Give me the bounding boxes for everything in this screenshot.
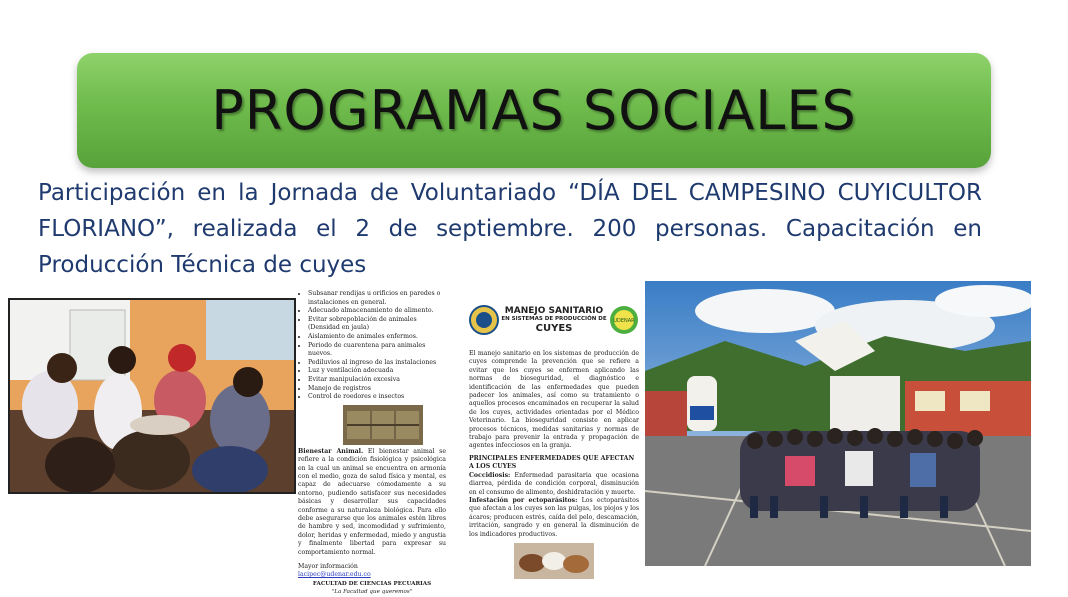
list-item: • Adecuado almacenamiento de alimento. xyxy=(308,307,446,316)
program-badge-icon xyxy=(609,305,639,335)
animal-welfare-text: El bienestar animal se refiere a la condición fisiológica y psicológica en la cual un animal se encuentra en armonía con el medio, goza de salud física y mental, es capaz de adecuarse cómodamente a su entorno, pudiendo satisfacer sus necesidades básicas y desarrollar sus capacidades conforme a su naturaleza biológica. Para ello debe asegurarse que los animales estén libres de hambre y sed, incomodidad y sufrimiento, dolor, heridas y enfermedad, miedo y angustia y finalmente libertad para expresar su comportamiento normal. xyxy=(298,447,447,556)
title-banner xyxy=(77,53,991,168)
animal-welfare-section xyxy=(298,448,446,557)
more-info-label: Mayor información xyxy=(298,563,358,570)
flyer-title-block xyxy=(501,306,606,334)
list-item: • Evitar sobrepoblación de animales (Densidad en jaula) xyxy=(308,316,446,333)
coccidiosis-text: Enfermedad parasitaria que ocasiona diarrea, pérdida de condición corporal, disminución en el consumo de alimento, deshidratación y muerte. xyxy=(469,471,639,496)
group-photo-art xyxy=(645,281,1031,566)
flyer-title: MANEJO SANITARIO xyxy=(504,306,604,316)
animal-welfare-heading: Bienestar Animal. xyxy=(298,447,364,455)
ectoparasites-text: Los ectoparásitos que afectan a los cuyes son las pulgas, los piojos y los ácaros; producen estrés, caída del pelo, descamación, irritación, sangrado y en general la disminución de los indicadores productivos. xyxy=(469,496,639,538)
coccidiosis-label: Coccidiosis: xyxy=(469,471,511,479)
program-badge-text: UDENAR xyxy=(613,318,635,324)
university-seal-icon xyxy=(469,305,499,335)
cage-photo xyxy=(343,405,423,445)
flyer-right-panel xyxy=(469,294,639,562)
list-item: • Manejo de registros xyxy=(308,385,446,394)
ectoparasites-label: Infestación por ectoparásitos: xyxy=(469,496,578,504)
ectoparasites-entry xyxy=(469,497,639,539)
workshop-photo-art xyxy=(10,300,294,492)
list-item: • Periodo de cuarentena para animales nuevos. xyxy=(308,342,446,359)
list-item: • Luz y ventilación adecuada xyxy=(308,367,446,376)
faculty-name: FACULTAD DE CIENCIAS PECUARIAS xyxy=(312,580,432,587)
list-item: • Aislamiento de animales enfermos. xyxy=(308,333,446,342)
flyer-subject: CUYES xyxy=(535,323,573,334)
workshop-photo xyxy=(8,298,296,494)
faculty-slogan: "La Facultad que queremos" xyxy=(331,589,413,596)
coccidiosis-entry xyxy=(469,472,639,497)
page-title: PROGRAMAS SOCIALES xyxy=(211,79,857,142)
contact-email-link[interactable]: lacipec@udenar.edu.co xyxy=(298,571,371,579)
flyer-intro: El manejo sanitario en los sistemas de producción de cuyes comprende la prevención que se refiere a evitar que los cuyes se enfermen aplicando las normas de bioseguridad, el diagnóstico e identificación de las enfermedades que pueden padecer los animales, así como su tratamiento o aquellos procesos encaminados en recuperar la salud de los cuyes, actividades orientadas por el Médico Veterinario. La bioseguridad consiste en aplicar procesos técnicos, medidas sanitarias y normas de trabajo para prevenir la entrada y propagación de agentes infecciosos en la granja. xyxy=(469,350,639,450)
group-photo xyxy=(645,281,1031,566)
list-item: • Control de roedores e insectos xyxy=(308,393,446,402)
flyer-header xyxy=(469,294,639,346)
biosecurity-list xyxy=(298,290,446,402)
guinea-pigs-photo xyxy=(514,543,594,579)
event-description: Participación en la Jornada de Voluntariado “DÍA DEL CAMPESINO CUYICULTOR FLORIANO”, realizada el 2 de septiembre. 200 personas. Capacitación en Producción Técnica de cuyes xyxy=(38,180,982,278)
flyer-subtitle: EN SISTEMAS DE PRODUCCIÓN DE xyxy=(501,316,607,322)
list-item: • Evitar manipulación excesiva xyxy=(308,376,446,385)
diseases-heading: PRINCIPALES ENFERMEDADES QUE AFECTAN A LOS CUYES xyxy=(469,454,635,471)
list-item: • Pediluvios al ingreso de las instalaciones xyxy=(308,359,446,368)
list-item: • Subsanar rendijas u orificios en paredes o instalaciones en general. xyxy=(308,290,446,307)
flyer-left-panel xyxy=(298,290,447,596)
